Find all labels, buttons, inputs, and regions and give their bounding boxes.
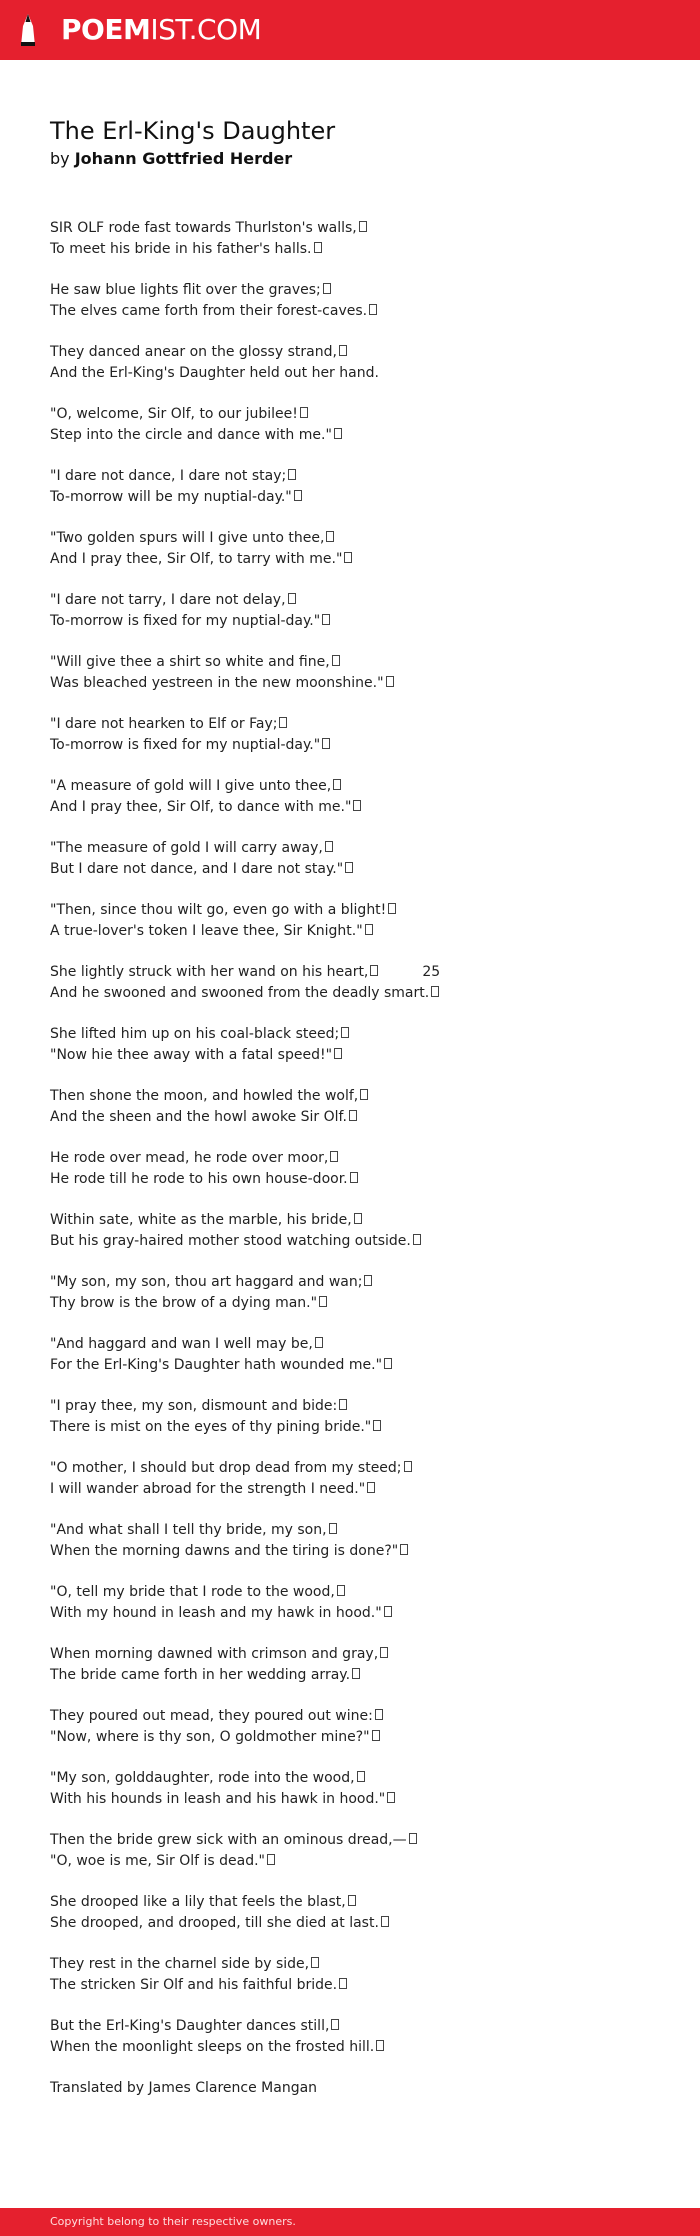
poem-line-text: He rode till he rode to his own house-door. <box>50 1171 348 1187</box>
line-break-glyph-icon <box>279 717 287 728</box>
poem-line <box>50 1086 670 1107</box>
line-break-glyph-icon <box>353 800 361 811</box>
line-break-glyph-icon <box>369 304 377 315</box>
line-break-glyph-icon <box>384 1358 392 1369</box>
poem-line-text: To-morrow is fixed for my nuptial-day." <box>50 737 321 753</box>
line-break-glyph-icon <box>288 469 296 480</box>
poem-line <box>50 1293 670 1314</box>
line-break-glyph-icon <box>326 531 334 542</box>
poem-line <box>50 1334 670 1355</box>
line-break-glyph-icon <box>357 1771 365 1782</box>
line-break-glyph-icon <box>339 1978 347 1989</box>
line-break-glyph-icon <box>380 1647 388 1658</box>
poem-line <box>50 1975 670 1996</box>
stanza <box>50 1458 670 1500</box>
line-break-glyph-icon <box>364 1275 372 1286</box>
poem-line-text: And he swooned and swooned from the deadly smart. <box>50 985 430 1001</box>
poem-line <box>50 1045 670 1066</box>
line-break-glyph-icon <box>352 1668 360 1679</box>
line-break-glyph-icon <box>349 1110 357 1121</box>
poem-line <box>50 983 670 1004</box>
poem-line-text: And the Erl-King's Daughter held out her hand. <box>50 365 379 381</box>
poem-line-text: "My son, golddaughter, rode into the wood, <box>50 1770 355 1786</box>
line-number: 25 <box>422 964 441 980</box>
poem-line <box>50 1541 670 1562</box>
poem-line <box>50 1851 670 1872</box>
poem-line-text: But the Erl-King's Daughter dances still, <box>50 2018 330 2034</box>
poem-line <box>50 1603 670 1624</box>
stanza <box>50 714 670 756</box>
poem-line <box>50 590 670 611</box>
line-break-glyph-icon <box>372 1730 380 1741</box>
line-break-glyph-icon <box>300 407 308 418</box>
poem-line <box>50 342 670 363</box>
poem-line-text: To-morrow will be my nuptial-day." <box>50 489 292 505</box>
site-header <box>0 0 700 60</box>
line-break-glyph-icon <box>350 1172 358 1183</box>
poem-line-text: With his hounds in leash and his hawk in hood." <box>50 1791 386 1807</box>
poem-line-text: "O, tell my bride that I rode to the wood, <box>50 1584 335 1600</box>
line-break-glyph-icon <box>359 221 367 232</box>
poem-line-text: The bride came forth in her wedding array. <box>50 1667 351 1683</box>
poem-line-text: "Now hie thee away with a fatal speed!" <box>50 1047 333 1063</box>
translator-credit: Translated by James Clarence Mangan <box>50 2080 318 2096</box>
poem-line <box>50 218 670 239</box>
poem-line <box>50 1520 670 1541</box>
poem-line <box>50 652 670 673</box>
poem-line-text: Then shone the moon, and howled the wolf, <box>50 1088 359 1104</box>
stanza <box>50 404 670 446</box>
site-footer <box>0 2208 700 2236</box>
line-break-glyph-icon <box>294 490 302 501</box>
line-break-glyph-icon <box>375 1709 383 1720</box>
poem-line-text: She drooped, and drooped, till she died at last. <box>50 1915 379 1931</box>
stanza <box>50 1644 670 1686</box>
line-break-glyph-icon <box>386 676 394 687</box>
poem-line-text: They poured out mead, they poured out wine: <box>50 1708 373 1724</box>
stanza <box>50 838 670 880</box>
poem-line-text: To-morrow is fixed for my nuptial-day." <box>50 613 321 629</box>
stanza <box>50 1892 670 1934</box>
poem-line-text: When the moonlight sleeps on the frosted hill. <box>50 2039 375 2055</box>
line-break-glyph-icon <box>381 1916 389 1927</box>
line-break-glyph-icon <box>334 428 342 439</box>
stanza <box>50 280 670 322</box>
poem-line-text: But his gray-haired mother stood watching outside. <box>50 1233 411 1249</box>
logo-bold-text: POEM <box>61 13 151 46</box>
line-break-glyph-icon <box>409 1833 417 1844</box>
line-break-glyph-icon <box>367 1482 375 1493</box>
poem-line-text: Then the bride grew sick with an ominous dread,— <box>50 1832 407 1848</box>
poem-line <box>50 611 670 632</box>
line-break-glyph-icon <box>373 1420 381 1431</box>
poem-line <box>50 1913 670 1934</box>
poem-line-text: "O, woe is me, Sir Olf is dead." <box>50 1853 265 1869</box>
poem-line <box>50 838 670 859</box>
line-break-glyph-icon <box>322 614 330 625</box>
line-break-glyph-icon <box>337 1585 345 1596</box>
line-break-glyph-icon <box>331 2019 339 2030</box>
line-break-glyph-icon <box>388 903 396 914</box>
poem-line-text: They rest in the charnel side by side, <box>50 1956 310 1972</box>
stanza <box>50 1954 670 1996</box>
stanza <box>50 1210 670 1252</box>
poem-line <box>50 921 670 942</box>
poem-line <box>50 776 670 797</box>
poem-line <box>50 280 670 301</box>
poem-body <box>50 218 670 2099</box>
poem-line <box>50 404 670 425</box>
poem-line <box>50 2037 670 2058</box>
poem-line <box>50 1582 670 1603</box>
poem-line-text: "I pray thee, my son, dismount and bide: <box>50 1398 338 1414</box>
poem-line <box>50 1148 670 1169</box>
stanza <box>50 1830 670 1872</box>
stanza <box>50 466 670 508</box>
poem-line-text: A true-lover's token I leave thee, Sir Knight." <box>50 923 363 939</box>
poem-line <box>50 1892 670 1913</box>
stanza <box>50 1086 670 1128</box>
poem-line-text: The stricken Sir Olf and his faithful bride. <box>50 1977 338 1993</box>
stanza <box>50 528 670 570</box>
poem-line-text: Step into the circle and dance with me." <box>50 427 332 443</box>
stanza <box>50 1582 670 1624</box>
line-break-glyph-icon <box>334 1048 342 1059</box>
poem-line <box>50 1169 670 1190</box>
line-break-glyph-icon <box>333 779 341 790</box>
stanza <box>50 1334 670 1376</box>
poem-line-text: To meet his bride in his father's halls. <box>50 241 312 257</box>
poem-line-text: Was bleached yestreen in the new moonshine." <box>50 675 384 691</box>
poem-line <box>50 487 670 508</box>
poem-line-text: "And what shall I tell thy bride, my son, <box>50 1522 327 1538</box>
poem-line <box>50 549 670 570</box>
poem-line <box>50 301 670 322</box>
poem-line-text: When the morning dawns and the tiring is done?" <box>50 1543 399 1559</box>
poem-line-text: And I pray thee, Sir Olf, to tarry with me." <box>50 551 343 567</box>
poem-line-text: He saw blue lights flit over the graves; <box>50 282 321 298</box>
poem-line-text: "O mother, I should but drop dead from my steed; <box>50 1460 402 1476</box>
pen-nib-logo-icon[interactable] <box>16 12 40 50</box>
poem-line <box>50 1665 670 1686</box>
line-break-glyph-icon <box>345 862 353 873</box>
poem-line <box>50 1727 670 1748</box>
line-break-glyph-icon <box>319 1296 327 1307</box>
line-break-glyph-icon <box>413 1234 421 1245</box>
poem-line <box>50 1706 670 1727</box>
poem-line-text: I will wander abroad for the strength I need." <box>50 1481 366 1497</box>
copyright-text: Copyright belong to their respective owners. <box>50 2215 296 2228</box>
poem-line-text: With my hound in leash and my hawk in hood." <box>50 1605 382 1621</box>
poem-line <box>50 962 670 983</box>
poem-line-text: And the sheen and the howl awoke Sir Olf. <box>50 1109 347 1125</box>
line-break-glyph-icon <box>339 1399 347 1410</box>
line-break-glyph-icon <box>341 1027 349 1038</box>
poem-line-text: "I dare not dance, I dare not stay; <box>50 468 287 484</box>
line-break-glyph-icon <box>315 1337 323 1348</box>
poem-line <box>50 1768 670 1789</box>
line-break-glyph-icon <box>344 552 352 563</box>
poem-line-text: She lifted him up on his coal-black steed; <box>50 1026 340 1042</box>
poem-line-text: The elves came forth from their forest-caves. <box>50 303 368 319</box>
poem-line-text: But I dare not dance, and I dare not stay." <box>50 861 344 877</box>
poem-line-text: "I dare not hearken to Elf or Fay; <box>50 716 278 732</box>
poem-line <box>50 1479 670 1500</box>
poem-line <box>50 528 670 549</box>
poem-line-text: "Will give thee a shirt so white and fine, <box>50 654 330 670</box>
stanza <box>50 1396 670 1438</box>
poem-line <box>50 1417 670 1438</box>
poem-line-text: "I dare not tarry, I dare not delay, <box>50 592 286 608</box>
line-break-glyph-icon <box>329 1523 337 1534</box>
poem-line <box>50 1830 670 1851</box>
poem-line-text: She drooped like a lily that feels the blast, <box>50 1894 346 1910</box>
byline <box>50 148 292 170</box>
poem-line-text: "O, welcome, Sir Olf, to our jubilee! <box>50 406 298 422</box>
line-break-glyph-icon <box>322 738 330 749</box>
stanza <box>50 1520 670 1562</box>
poem-line <box>50 900 670 921</box>
poem-line-text: He rode over mead, he rode over moor, <box>50 1150 329 1166</box>
poem-line-text: "Now, where is thy son, O goldmother mine?" <box>50 1729 370 1745</box>
line-break-glyph-icon <box>384 1606 392 1617</box>
line-break-glyph-icon <box>323 283 331 294</box>
stanza <box>50 962 670 1004</box>
poem-line <box>50 673 670 694</box>
logo-light-text: IST.COM <box>150 13 262 46</box>
poem-line <box>50 714 670 735</box>
poem-line-text: "A measure of gold will I give unto thee, <box>50 778 332 794</box>
poem-line-text: There is mist on the eyes of thy pining bride." <box>50 1419 372 1435</box>
poem-line <box>50 1024 670 1045</box>
stanza <box>50 218 670 260</box>
poem-line <box>50 1210 670 1231</box>
line-break-glyph-icon <box>339 345 347 356</box>
line-break-glyph-icon <box>332 655 340 666</box>
stanza <box>50 1148 670 1190</box>
stanza <box>50 1768 670 1810</box>
site-logo[interactable] <box>61 11 261 49</box>
poem-line <box>50 1107 670 1128</box>
line-break-glyph-icon <box>354 1213 362 1224</box>
stanza <box>50 590 670 632</box>
poem-line <box>50 1231 670 1252</box>
poem-line-text: "Then, since thou wilt go, even go with a blight! <box>50 902 387 918</box>
poem-line <box>50 1396 670 1417</box>
poem-line-text: She lightly struck with her wand on his heart, <box>50 964 369 980</box>
poem-line-text: And I pray thee, Sir Olf, to dance with me." <box>50 799 352 815</box>
poem-line <box>50 1458 670 1479</box>
poem-line-text: For the Erl-King's Daughter hath wounded me." <box>50 1357 383 1373</box>
line-break-glyph-icon <box>360 1089 368 1100</box>
stanza <box>50 342 670 384</box>
poem-line-text: Thy brow is the brow of a dying man." <box>50 1295 318 1311</box>
line-break-glyph-icon <box>365 924 373 935</box>
stanza <box>50 776 670 818</box>
poem-line <box>50 466 670 487</box>
poem-line <box>50 1272 670 1293</box>
poem-line <box>50 1644 670 1665</box>
line-break-glyph-icon <box>400 1544 408 1555</box>
line-break-glyph-icon <box>431 986 439 997</box>
poem-line <box>50 363 670 384</box>
poem-line-text: "The measure of gold I will carry away, <box>50 840 323 856</box>
poem-line <box>50 1954 670 1975</box>
poem-line-text: "And haggard and wan I well may be, <box>50 1336 313 1352</box>
stanza <box>50 1272 670 1314</box>
stanza <box>50 1706 670 1748</box>
line-break-glyph-icon <box>314 242 322 253</box>
line-break-glyph-icon <box>311 1957 319 1968</box>
line-break-glyph-icon <box>404 1461 412 1472</box>
line-break-glyph-icon <box>387 1792 395 1803</box>
poem-title: The Erl-King's Daughter <box>50 117 336 145</box>
line-break-glyph-icon <box>330 1151 338 1162</box>
poem-line <box>50 1789 670 1810</box>
poem-line <box>50 859 670 880</box>
stanza <box>50 652 670 694</box>
poem-line <box>50 797 670 818</box>
poem-line <box>50 1355 670 1376</box>
line-break-glyph-icon <box>348 1895 356 1906</box>
author-link[interactable]: Johann Gottfried Herder <box>74 149 293 168</box>
poem-line-text: They danced anear on the glossy strand, <box>50 344 337 360</box>
stanza <box>50 2016 670 2058</box>
poem-line-text: SIR OLF rode fast towards Thurlston's walls, <box>50 220 357 236</box>
poem-line <box>50 735 670 756</box>
poem-line <box>50 239 670 260</box>
poem-line <box>50 2016 670 2037</box>
poem-line-text: "Two golden spurs will I give unto thee, <box>50 530 325 546</box>
by-label: by <box>50 149 70 168</box>
line-break-glyph-icon <box>325 841 333 852</box>
line-break-glyph-icon <box>267 1854 275 1865</box>
poem-line-text: Within sate, white as the marble, his bride, <box>50 1212 352 1228</box>
poem-line-text: When morning dawned with crimson and gray, <box>50 1646 379 1662</box>
stanza <box>50 900 670 942</box>
line-break-glyph-icon <box>288 593 296 604</box>
poem-line-text: "My son, my son, thou art haggard and wan; <box>50 1274 363 1290</box>
poem-line <box>50 425 670 446</box>
line-break-glyph-icon <box>376 2040 384 2051</box>
stanza <box>50 1024 670 1066</box>
line-break-glyph-icon <box>370 965 378 976</box>
